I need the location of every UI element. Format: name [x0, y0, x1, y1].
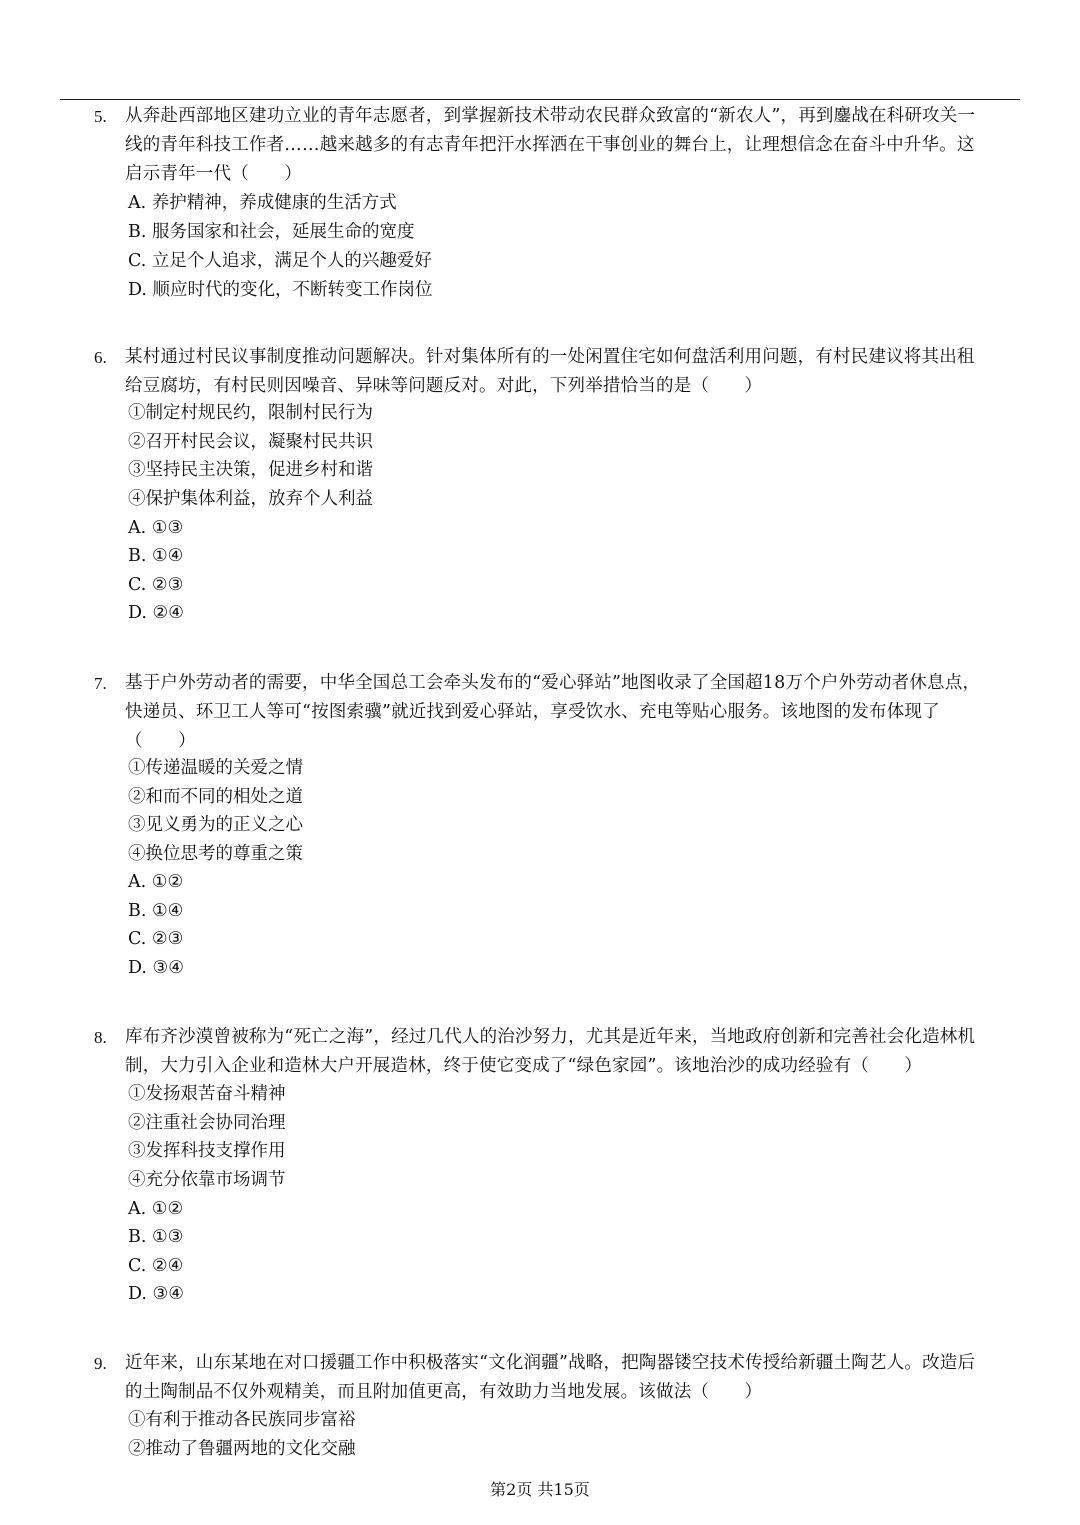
option-b: B. ①③ [128, 1227, 184, 1247]
option-c: C. 立足个人追求，满足个人的兴趣爱好 [128, 251, 432, 271]
stem-line: 线的青年科技工作者……越来越多的有志青年把汗水挥洒在干事创业的舞台上，让理想信念在奋斗中升华。这 [125, 135, 975, 155]
stem-line: 制，大力引入企业和造林大户开展造林，终于使它变成了“绿色家园”。该地治沙的成功经验有（ ） [125, 1056, 923, 1076]
statement-2: ②召开村民会议，凝聚村民共识 [128, 432, 373, 452]
option-d: D. ③④ [128, 958, 184, 978]
statement-1: ①有利于推动各民族同步富裕 [128, 1410, 356, 1430]
option-a: A. 养护精神，养成健康的生活方式 [128, 193, 397, 213]
stem-line: 给豆腐坊，有村民则因噪音、异味等问题反对。对此，下列举措恰当的是（ ） [125, 376, 763, 396]
question-stem [125, 1349, 1041, 1407]
stem-line: 启示青年一代（ ） [125, 164, 302, 184]
stem-line: 近年来，山东某地在对口援疆工作中积极落实“文化润疆”战略，把陶器镂空技术传授给新疆土陶艺人。改造后 [125, 1353, 976, 1373]
stem-line: 快递员、环卫工人等可“按图索骥”就近找到爱心驿站，享受饮水、充电等贴心服务。该地图的发布体现了 [125, 702, 940, 722]
header-rule [60, 99, 1020, 100]
page-footer: 第2页 共15页 [490, 1480, 590, 1499]
question-stem [125, 343, 1041, 401]
statement-1: ①发扬艰苦奋斗精神 [128, 1084, 286, 1104]
statement-3: ③发挥科技支撑作用 [128, 1141, 286, 1161]
stem-line: 某村通过村民议事制度推动问题解决。针对集体所有的一处闲置住宅如何盘活利用问题，有村民建议将其出租 [125, 347, 975, 367]
stem-line: 从奔赴西部地区建功立业的青年志愿者，到掌握新技术带动农民群众致富的“新农人”，再到鏖战在科研攻关一 [125, 106, 976, 126]
option-a: A. ①③ [128, 518, 184, 538]
stem-line: （ ） [125, 731, 196, 751]
option-b: B. 服务国家和社会，延展生命的宽度 [128, 222, 415, 242]
stem-line: 的土陶制品不仅外观精美，而且附加值更高，有效助力当地发展。该做法（ ） [125, 1382, 763, 1402]
question-number: 6. [94, 348, 107, 367]
statement-1: ①制定村规民约，限制村民行为 [128, 403, 373, 423]
statement-4: ④换位思考的尊重之策 [128, 844, 303, 864]
option-c: C. ②④ [128, 1256, 184, 1276]
option-b: B. ①④ [128, 546, 184, 566]
statement-2: ②和而不同的相处之道 [128, 787, 303, 807]
question-number: 5. [94, 107, 107, 126]
option-d: D. ②④ [128, 603, 184, 623]
statement-1: ①传递温暖的关爱之情 [128, 758, 303, 778]
question-stem [125, 102, 1041, 189]
option-d: D. ③④ [128, 1284, 184, 1304]
stem-line: 库布齐沙漠曾被称为“死亡之海”，经过几代人的治沙努力，尤其是近年来，当地政府创新和完善社会化造林机 [125, 1027, 976, 1047]
option-c: C. ②③ [128, 575, 184, 595]
statement-4: ④保护集体利益，放弃个人利益 [128, 489, 373, 509]
statement-3: ③坚持民主决策，促进乡村和谐 [128, 460, 373, 480]
question-number: 8. [94, 1028, 107, 1047]
statement-3: ③见义勇为的正义之心 [128, 815, 303, 835]
statement-2: ②推动了鲁疆两地的文化交融 [128, 1439, 356, 1459]
question-stem [125, 1023, 1041, 1081]
question-stem [125, 669, 1041, 756]
option-a: A. ①② [128, 1199, 184, 1219]
option-b: B. ①④ [128, 901, 184, 921]
option-c: C. ②③ [128, 929, 184, 949]
statement-4: ④充分依靠市场调节 [128, 1170, 286, 1190]
statement-2: ②注重社会协同治理 [128, 1113, 286, 1133]
stem-line: 基于户外劳动者的需要，中华全国总工会牵头发布的“爱心驿站”地图收录了全国超18万个户外劳动者休息点， [125, 673, 981, 693]
question-number: 7. [94, 674, 107, 693]
option-a: A. ①② [128, 872, 184, 892]
option-d: D. 顺应时代的变化，不断转变工作岗位 [128, 280, 433, 300]
question-number: 9. [94, 1354, 107, 1373]
